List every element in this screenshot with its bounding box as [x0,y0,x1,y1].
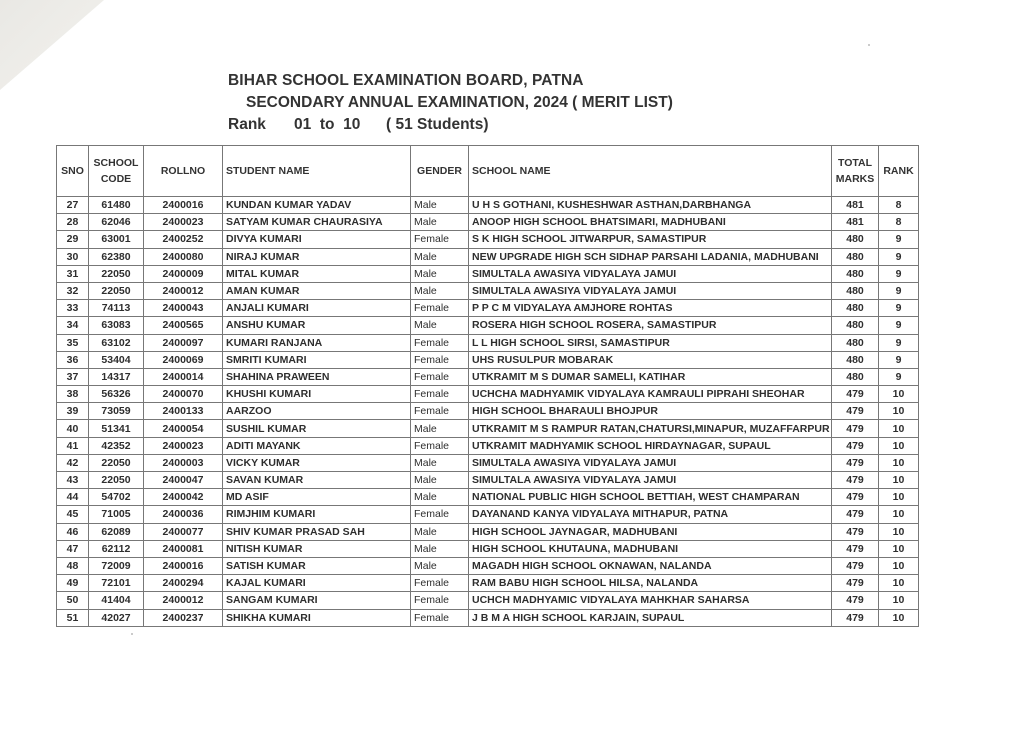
total-marks-cell: 480 [832,300,879,317]
rank-cell: 9 [879,368,919,385]
sno-cell: 50 [57,592,89,609]
school-code-cell: 51341 [89,420,144,437]
rank-cell: 10 [879,592,919,609]
rank-cell: 9 [879,231,919,248]
total-marks-cell: 479 [832,489,879,506]
school-code-cell: 74113 [89,300,144,317]
gender-cell: Female [411,609,469,626]
scan-speck [868,44,870,46]
total-marks-cell: 481 [832,197,879,214]
scan-speck [131,633,133,635]
table-row [57,231,919,248]
table-header-row [57,146,919,197]
merit-list-table [56,145,919,627]
gender-cell: Male [411,214,469,231]
total-marks-cell: 479 [832,523,879,540]
rollno-cell: 2400054 [144,420,223,437]
total-marks-cell: 480 [832,334,879,351]
rollno-cell: 2400003 [144,454,223,471]
school-name-cell: DAYANAND KANYA VIDYALAYA MITHAPUR, PATNA [469,506,832,523]
school-code-header-line2: CODE [100,173,132,185]
total-marks-cell: 479 [832,557,879,574]
board-title: BIHAR SCHOOL EXAMINATION BOARD, PATNA [228,72,584,89]
school-code-cell: 62380 [89,248,144,265]
rank-cell: 9 [879,300,919,317]
school-name-cell: UCHCH MADHYAMIC VIDYALAYA MAHKHAR SAHARSA [469,592,832,609]
rollno-cell: 2400097 [144,334,223,351]
column-header-rank: RANK [879,146,919,197]
gender-cell: Female [411,403,469,420]
rollno-cell: 2400069 [144,351,223,368]
student-name-cell: VICKY KUMAR [223,454,411,471]
school-name-cell: UTKRAMIT MADHYAMIK SCHOOL HIRDAYNAGAR, SUPAUL [469,437,832,454]
rollno-cell: 2400012 [144,282,223,299]
table-row [57,248,919,265]
school-name-cell: S K HIGH SCHOOL JITWARPUR, SAMASTIPUR [469,231,832,248]
student-name-cell: KAJAL KUMARI [223,575,411,592]
rank-cell: 10 [879,437,919,454]
total-marks-cell: 479 [832,609,879,626]
sno-cell: 42 [57,454,89,471]
school-name-cell: SIMULTALA AWASIYA VIDYALAYA JAMUI [469,454,832,471]
rollno-cell: 2400047 [144,472,223,489]
student-name-cell: SATISH KUMAR [223,557,411,574]
student-name-cell: AMAN KUMAR [223,282,411,299]
school-code-header-line1: SCHOOL [93,157,139,169]
rank-cell: 9 [879,317,919,334]
student-name-cell: SATYAM KUMAR CHAURASIYA [223,214,411,231]
sno-cell: 43 [57,472,89,489]
column-header-gender: GENDER [411,146,469,197]
sno-cell: 27 [57,197,89,214]
gender-cell: Male [411,317,469,334]
student-name-cell: ANSHU KUMAR [223,317,411,334]
student-name-cell: AARZOO [223,403,411,420]
school-code-cell: 53404 [89,351,144,368]
sno-cell: 32 [57,282,89,299]
rollno-cell: 2400014 [144,368,223,385]
rank-cell: 9 [879,248,919,265]
school-name-cell: U H S GOTHANI, KUSHESHWAR ASTHAN,DARBHANGA [469,197,832,214]
table-row [57,214,919,231]
student-name-cell: NIRAJ KUMAR [223,248,411,265]
sno-cell: 28 [57,214,89,231]
student-name-cell: DIVYA KUMARI [223,231,411,248]
column-header-total-marks [832,146,879,197]
gender-cell: Male [411,420,469,437]
school-code-cell: 22050 [89,454,144,471]
rank-info [228,116,673,134]
school-code-cell: 22050 [89,472,144,489]
sno-cell: 35 [57,334,89,351]
sno-cell: 47 [57,540,89,557]
rank-cell: 10 [879,523,919,540]
school-code-cell: 14317 [89,368,144,385]
school-code-cell: 61480 [89,197,144,214]
rank-cell: 9 [879,351,919,368]
sno-cell: 31 [57,265,89,282]
table-row [57,557,919,574]
table-row [57,575,919,592]
column-header-sno: SNO [57,146,89,197]
school-name-cell: ROSERA HIGH SCHOOL ROSERA, SAMASTIPUR [469,317,832,334]
gender-cell: Male [411,454,469,471]
table-row [57,437,919,454]
sno-cell: 36 [57,351,89,368]
school-code-cell: 42352 [89,437,144,454]
rollno-cell: 2400023 [144,437,223,454]
school-code-cell: 62089 [89,523,144,540]
gender-cell: Male [411,523,469,540]
rank-cell: 10 [879,609,919,626]
gender-cell: Male [411,540,469,557]
school-name-cell: MAGADH HIGH SCHOOL OKNAWAN, NALANDA [469,557,832,574]
table-row [57,540,919,557]
gender-cell: Female [411,351,469,368]
sno-cell: 49 [57,575,89,592]
sno-cell: 37 [57,368,89,385]
rollno-cell: 2400042 [144,489,223,506]
school-name-cell: RAM BABU HIGH SCHOOL HILSA, NALANDA [469,575,832,592]
rank-cell: 10 [879,575,919,592]
table-row [57,300,919,317]
school-code-cell: 71005 [89,506,144,523]
sno-cell: 34 [57,317,89,334]
student-name-cell: SAVAN KUMAR [223,472,411,489]
student-name-cell: SHAHINA PRAWEEN [223,368,411,385]
school-name-cell: NATIONAL PUBLIC HIGH SCHOOL BETTIAH, WEST CHAMPARAN [469,489,832,506]
exam-title: SECONDARY ANNUAL EXAMINATION, 2024 ( MERIT LIST) [246,94,673,111]
rollno-cell: 2400036 [144,506,223,523]
table-row [57,368,919,385]
rank-cell: 10 [879,540,919,557]
table-row [57,197,919,214]
school-name-cell: UCHCHA MADHYAMIK VIDYALAYA KAMRAULI PIPRAHI SHEOHAR [469,386,832,403]
school-name-cell: P P C M VIDYALAYA AMJHORE ROHTAS [469,300,832,317]
student-name-cell: SUSHIL KUMAR [223,420,411,437]
gender-cell: Female [411,592,469,609]
rank-cell: 8 [879,214,919,231]
school-code-cell: 63102 [89,334,144,351]
total-marks-cell: 479 [832,454,879,471]
gender-cell: Male [411,282,469,299]
school-code-cell: 22050 [89,282,144,299]
rank-cell: 10 [879,472,919,489]
gender-cell: Female [411,368,469,385]
gender-cell: Female [411,300,469,317]
table-row [57,420,919,437]
school-code-cell: 54702 [89,489,144,506]
student-name-cell: MD ASIF [223,489,411,506]
total-marks-cell: 480 [832,282,879,299]
column-header-student-name: STUDENT NAME [223,146,411,197]
total-marks-cell: 479 [832,472,879,489]
gender-cell: Female [411,506,469,523]
total-marks-cell: 479 [832,386,879,403]
table-row [57,489,919,506]
table-row [57,506,919,523]
rank-cell: 10 [879,506,919,523]
student-name-cell: NITISH KUMAR [223,540,411,557]
total-marks-cell: 479 [832,592,879,609]
school-code-cell: 56326 [89,386,144,403]
school-code-cell: 22050 [89,265,144,282]
gender-cell: Male [411,557,469,574]
school-name-cell: SIMULTALA AWASIYA VIDYALAYA JAMUI [469,265,832,282]
rank-cell: 10 [879,489,919,506]
school-name-cell: ANOOP HIGH SCHOOL BHATSIMARI, MADHUBANI [469,214,832,231]
sno-cell: 51 [57,609,89,626]
page-fold-corner [0,0,104,90]
rollno-cell: 2400012 [144,592,223,609]
table-row [57,592,919,609]
rank-cell: 8 [879,197,919,214]
school-name-cell: J B M A HIGH SCHOOL KARJAIN, SUPAUL [469,609,832,626]
student-count: ( 51 Students) [386,116,489,133]
rollno-cell: 2400043 [144,300,223,317]
school-name-cell: NEW UPGRADE HIGH SCH SIDHAP PARSAHI LADANIA, MADHUBANI [469,248,832,265]
table-row [57,351,919,368]
school-code-cell: 63083 [89,317,144,334]
school-name-cell: L L HIGH SCHOOL SIRSI, SAMASTIPUR [469,334,832,351]
sno-cell: 33 [57,300,89,317]
school-code-cell: 41404 [89,592,144,609]
total-marks-cell: 479 [832,540,879,557]
table-row [57,523,919,540]
rollno-cell: 2400294 [144,575,223,592]
student-name-cell: ADITI MAYANK [223,437,411,454]
table-row [57,403,919,420]
sno-cell: 39 [57,403,89,420]
rank-cell: 9 [879,265,919,282]
table-row [57,472,919,489]
sno-cell: 40 [57,420,89,437]
rollno-cell: 2400565 [144,317,223,334]
student-name-cell: MITAL KUMAR [223,265,411,282]
school-name-cell: HIGH SCHOOL KHUTAUNA, MADHUBANI [469,540,832,557]
gender-cell: Female [411,386,469,403]
rank-label: Rank [228,116,266,133]
total-marks-cell: 479 [832,575,879,592]
column-header-school-code [89,146,144,197]
school-code-cell: 63001 [89,231,144,248]
document-header [228,72,673,134]
rollno-cell: 2400237 [144,609,223,626]
student-name-cell: ANJALI KUMARI [223,300,411,317]
rank-cell: 10 [879,420,919,437]
total-marks-cell: 480 [832,231,879,248]
school-name-cell: SIMULTALA AWASIYA VIDYALAYA JAMUI [469,472,832,489]
rollno-cell: 2400016 [144,197,223,214]
rank-cell: 10 [879,403,919,420]
school-name-cell: HIGH SCHOOL JAYNAGAR, MADHUBANI [469,523,832,540]
total-marks-cell: 480 [832,368,879,385]
total-marks-header-line1: TOTAL [837,157,873,169]
sno-cell: 45 [57,506,89,523]
school-name-cell: HIGH SCHOOL BHARAULI BHOJPUR [469,403,832,420]
sno-cell: 30 [57,248,89,265]
rank-cell: 10 [879,454,919,471]
school-name-cell: UHS RUSULPUR MOBARAK [469,351,832,368]
school-name-cell: SIMULTALA AWASIYA VIDYALAYA JAMUI [469,282,832,299]
total-marks-header-line2: MARKS [835,173,875,185]
table-body [57,197,919,627]
rollno-cell: 2400070 [144,386,223,403]
table-row [57,282,919,299]
gender-cell: Female [411,437,469,454]
total-marks-cell: 480 [832,317,879,334]
rollno-cell: 2400133 [144,403,223,420]
total-marks-cell: 479 [832,420,879,437]
rank-cell: 10 [879,557,919,574]
gender-cell: Male [411,472,469,489]
total-marks-cell: 480 [832,265,879,282]
total-marks-cell: 480 [832,351,879,368]
rollno-cell: 2400023 [144,214,223,231]
student-name-cell: SHIV KUMAR PRASAD SAH [223,523,411,540]
total-marks-cell: 479 [832,506,879,523]
gender-cell: Female [411,334,469,351]
gender-cell: Male [411,248,469,265]
rank-cell: 9 [879,282,919,299]
gender-cell: Male [411,265,469,282]
sno-cell: 41 [57,437,89,454]
rollno-cell: 2400252 [144,231,223,248]
student-name-cell: KUMARI RANJANA [223,334,411,351]
student-name-cell: KHUSHI KUMARI [223,386,411,403]
column-header-school-name: SCHOOL NAME [469,146,832,197]
sno-cell: 38 [57,386,89,403]
student-name-cell: SANGAM KUMARI [223,592,411,609]
school-name-cell: UTKRAMIT M S RAMPUR RATAN,CHATURSI,MINAPUR, MUZAFFARPUR [469,420,832,437]
total-marks-cell: 481 [832,214,879,231]
table-row [57,454,919,471]
school-code-cell: 72101 [89,575,144,592]
total-marks-cell: 479 [832,437,879,454]
student-name-cell: RIMJHIM KUMARI [223,506,411,523]
table-row [57,386,919,403]
school-code-cell: 72009 [89,557,144,574]
sno-cell: 46 [57,523,89,540]
sno-cell: 29 [57,231,89,248]
rank-cell: 10 [879,386,919,403]
rollno-cell: 2400016 [144,557,223,574]
rollno-cell: 2400080 [144,248,223,265]
gender-cell: Female [411,575,469,592]
table-row [57,265,919,282]
gender-cell: Female [411,231,469,248]
school-code-cell: 62112 [89,540,144,557]
sno-cell: 44 [57,489,89,506]
school-code-cell: 62046 [89,214,144,231]
table-row [57,317,919,334]
rank-range: 01 to 10 [294,116,361,133]
rollno-cell: 2400077 [144,523,223,540]
school-code-cell: 73059 [89,403,144,420]
rollno-cell: 2400081 [144,540,223,557]
school-name-cell: UTKRAMIT M S DUMAR SAMELI, KATIHAR [469,368,832,385]
school-code-cell: 42027 [89,609,144,626]
student-name-cell: SMRITI KUMARI [223,351,411,368]
total-marks-cell: 480 [832,248,879,265]
gender-cell: Male [411,489,469,506]
rank-cell: 9 [879,334,919,351]
total-marks-cell: 479 [832,403,879,420]
gender-cell: Male [411,197,469,214]
rollno-cell: 2400009 [144,265,223,282]
table-row [57,334,919,351]
student-name-cell: KUNDAN KUMAR YADAV [223,197,411,214]
table-row [57,609,919,626]
student-name-cell: SHIKHA KUMARI [223,609,411,626]
column-header-rollno: ROLLNO [144,146,223,197]
sno-cell: 48 [57,557,89,574]
